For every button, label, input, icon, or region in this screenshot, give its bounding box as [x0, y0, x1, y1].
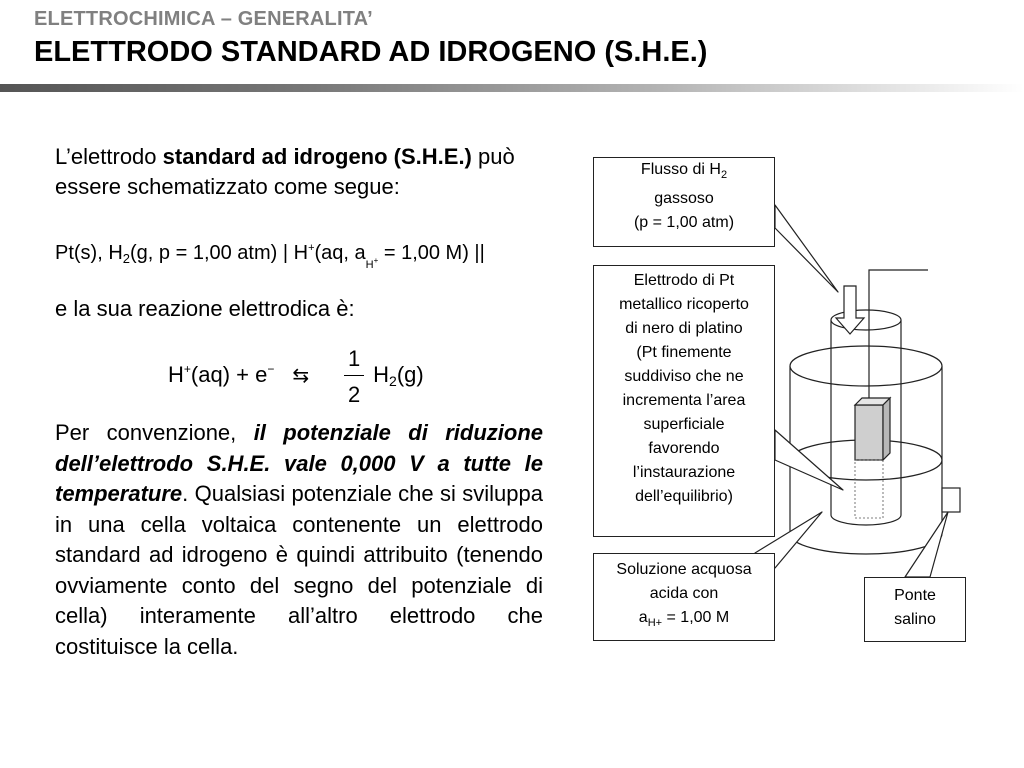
- electrode-line: metallico ricoperto: [619, 296, 749, 313]
- cell-notation-part1: Pt(s), H: [55, 242, 123, 264]
- electrode-line: (Pt finemente: [636, 344, 732, 361]
- reaction-left-mid: (aq) + e: [190, 362, 268, 387]
- cell-notation-part4: = 1,00 M) ||: [378, 242, 485, 264]
- electrode-line: superficiale: [643, 416, 725, 433]
- reaction-right-end: (g): [396, 362, 424, 387]
- intro-suffix: può essere schematizzato come segue:: [55, 144, 515, 199]
- cell-notation-part2: (g, p = 1,00 atm) | H: [130, 242, 309, 264]
- cell-notation-part3: (aq, a: [314, 242, 366, 264]
- gas-flow-line1: Flusso di H: [640, 161, 721, 178]
- gas-flow-line3: (p = 1,00 atm): [633, 214, 735, 231]
- electrode-line: l’instaurazione: [632, 464, 736, 481]
- solution-line3-a: a: [638, 609, 648, 626]
- paragraph-rest: . Qualsiasi potenziale che si sviluppa in una cella voltaica contenente un elettrodo standard ad idrogeno è quindi attribuito (tenendo ovviamente conto del segno del potenziale di cella) interamente all’altro elettrodo che costituisce la cella.: [55, 481, 543, 659]
- electrode-label: [593, 265, 775, 537]
- reaction-intro-text: e la sua reazione elettrodica è:: [55, 296, 355, 321]
- cell-notation-sub2: H: [365, 259, 374, 271]
- solution-line3-b: = 1,00 M: [662, 609, 730, 626]
- salt-bridge-line1: Ponte: [894, 587, 936, 604]
- gas-flow-label: [593, 157, 775, 247]
- electrode-line: dell’equilibrio): [635, 488, 733, 505]
- platinum-electrode: [855, 405, 883, 460]
- electrode-line: favorendo: [648, 440, 720, 457]
- solution-line3-sub: H+: [647, 617, 663, 629]
- solution-line2: acida con: [649, 585, 719, 602]
- salt-bridge-label: [864, 577, 966, 642]
- solution-line1: Soluzione acquosa: [616, 561, 752, 578]
- section-kicker: ELETTROCHIMICA – GENERALITA’: [34, 8, 373, 30]
- intro-bold: standard ad idrogeno (S.H.E.): [162, 144, 472, 169]
- reaction-left-sup2: −: [267, 362, 275, 376]
- fraction-numerator: 1: [348, 346, 361, 371]
- electrode-line: di nero di platino: [625, 320, 743, 337]
- paragraph-lead: Per convenzione,: [55, 420, 254, 445]
- flow-callout: [775, 205, 838, 292]
- salt-bridge-line2: salino: [894, 611, 936, 628]
- reaction-left-sup: +: [183, 362, 191, 376]
- gas-flow-line2: gassoso: [654, 190, 714, 207]
- salt-bridge-stub: [942, 488, 960, 512]
- intro-prefix: L’elettrodo: [55, 144, 163, 169]
- reaction-right: H: [373, 362, 390, 387]
- vessel-rim: [790, 346, 942, 386]
- reaction-right-sub: 2: [389, 373, 397, 389]
- salt-bridge-callout: [905, 512, 948, 577]
- paragraph-emphasis: il potenziale di riduzione dell’elettrodo S.H.E. vale 0,000 V a tutte le temperature: [55, 420, 544, 506]
- cell-notation-sub2-sup: +: [373, 256, 379, 265]
- electrode-line: incrementa l’area: [622, 392, 746, 409]
- electrode-line: suddiviso che ne: [624, 368, 744, 385]
- page-title: ELETTRODO STANDARD AD IDROGENO (S.H.E.): [34, 36, 708, 68]
- cell-notation-sup1: +: [308, 242, 315, 254]
- electrode-line: Elettrodo di Pt: [633, 272, 735, 289]
- solution-label: [593, 553, 775, 641]
- gas-flow-sub: 2: [720, 169, 728, 181]
- equilibrium-arrow-icon: ⇆: [292, 365, 310, 387]
- electrode-callout: [775, 430, 843, 490]
- reaction-left: H: [168, 362, 184, 387]
- fraction-denominator: 2: [348, 382, 361, 407]
- cell-notation-sub1: 2: [122, 251, 131, 266]
